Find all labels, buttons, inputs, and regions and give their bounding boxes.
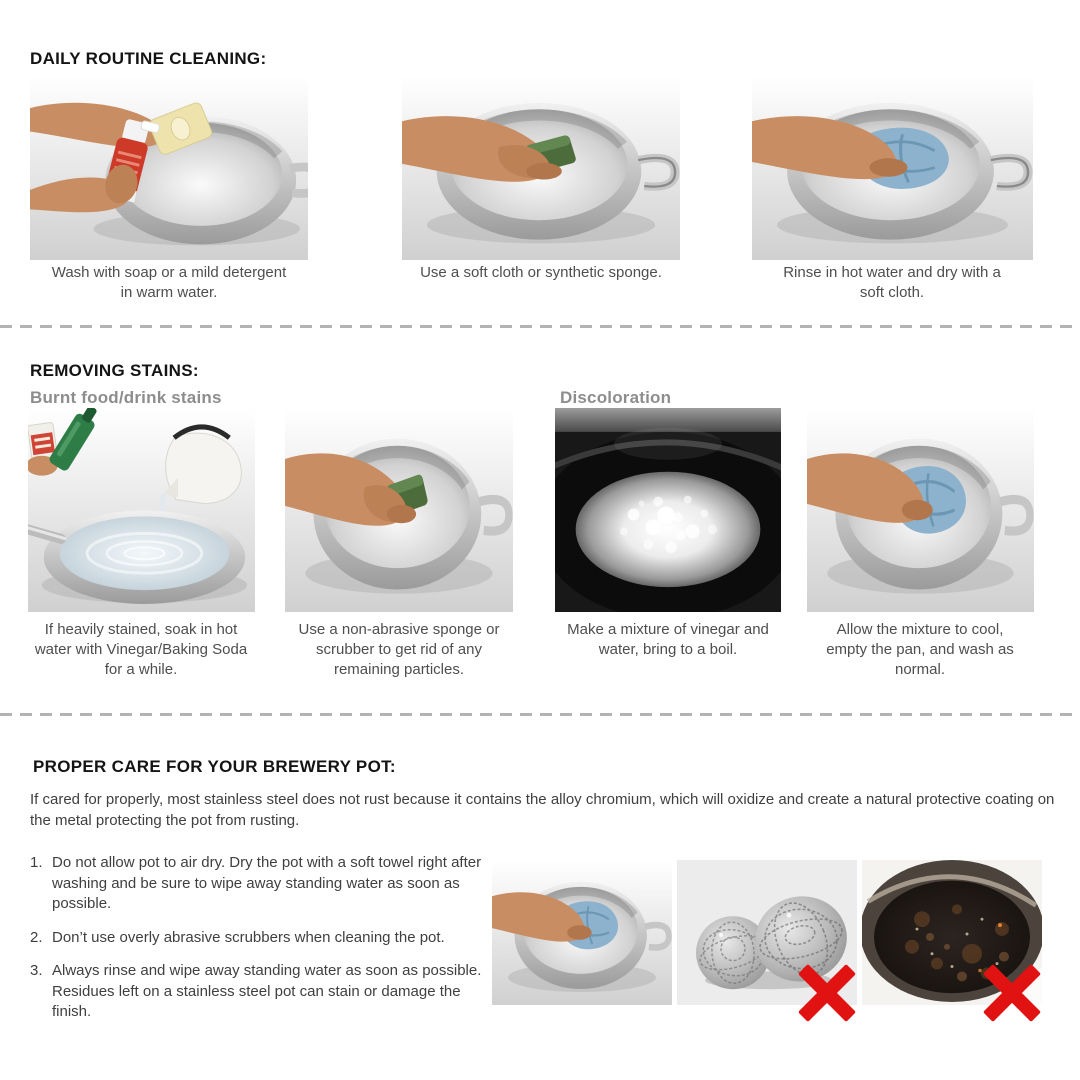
photo-wipe-pan-with-sponge [402,75,680,260]
photo-wash-pan-as-normal [807,408,1034,612]
burnt-stains-label: Burnt food/drink stains [30,388,222,407]
photo-boil-vinegar-water [555,408,781,612]
section-divider-2 [0,713,1080,716]
care-tip-1-number: 1. [30,854,43,871]
care-tip-2-number: 2. [30,928,43,946]
care-tip-1-text: Do not allow pot to air dry. Dry the pot with a soft towel right after washing and be sure to wipe away standing water as soon as possible. [52,854,482,912]
care-tip-2-text: Don’t use overly abrasive scrubbers when cleaning the pot. [52,928,445,946]
photo-dry-pot-with-towel [492,860,672,1005]
care-tip-3-number: 3. [30,962,43,979]
x-mark-icon [802,968,852,1018]
stains-step-4-caption: Allow the mixture to cool, empty the pan, and wash as normal. [826,621,1014,678]
care-tip-2 [30,928,492,949]
removing-stains-heading: REMOVING STAINS: [30,361,199,380]
section-divider-1 [0,325,1080,328]
x-mark-icon [987,968,1037,1018]
care-tip-3 [30,961,492,1023]
stains-step-3-caption: Make a mixture of vinegar and water, bring to a boil. [567,621,769,658]
daily-cleaning-heading: DAILY ROUTINE CLEANING: [30,49,267,68]
proper-care-heading: PROPER CARE FOR YOUR BREWERY POT: [33,757,396,776]
photo-steel-wool-scrubbers [677,860,857,1005]
care-tips-list [30,853,492,1036]
daily-step-1-caption: Wash with soap or a mild detergent in warm water. [51,264,287,301]
discoloration-label: Discoloration [560,388,672,407]
proper-care-intro: If cared for properly, most stainless steel does not rust because it contains the alloy chromium, which will oxidize and create a natural protective coating on the metal protecting the pot from rusting. [30,791,1055,829]
stains-step-1-caption: If heavily stained, soak in hot water with Vinegar/Baking Soda for a while. [34,621,248,678]
care-tip-1 [30,853,492,915]
photo-burnt-pot [862,860,1042,1005]
care-tip-3-text: Always rinse and wipe away standing water as soon as possible. Residues left on a stainless steel pot can stain or damage the finish. [52,962,482,1020]
daily-step-3-caption: Rinse in hot water and dry with a soft cloth. [783,264,1001,301]
daily-step-2-caption: Use a soft cloth or synthetic sponge. [420,264,662,281]
stains-step-2-caption: Use a non-abrasive sponge or scrubber to get rid of any remaining particles. [298,621,500,678]
photo-soak-pan-in-hot-water [28,408,255,612]
photo-scrub-pan-with-sponge [285,408,513,612]
photo-apply-detergent-to-pan [30,75,308,260]
photo-dry-pan-with-cloth [752,75,1033,260]
